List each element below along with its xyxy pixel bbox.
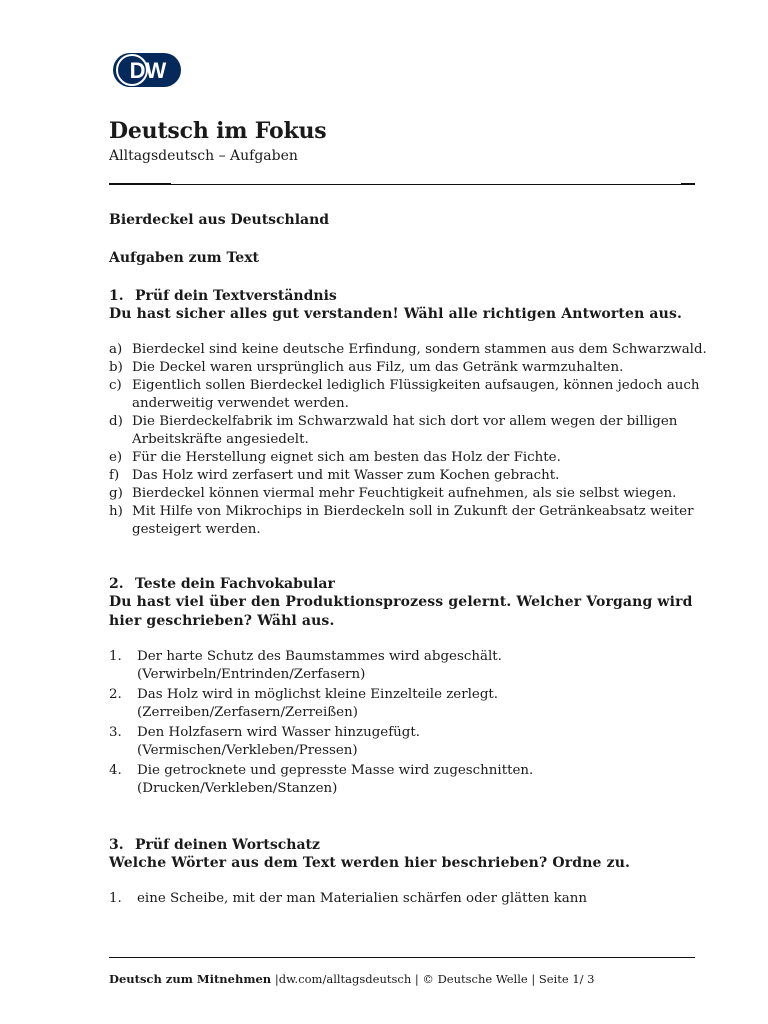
section-2-title: Teste dein Fachvokabular [135, 576, 335, 592]
section-1-title: Prüf dein Textverständnis [135, 288, 337, 304]
list-marker: a) [109, 342, 123, 357]
tasks-heading: Aufgaben zum Text [109, 250, 260, 266]
section-1-number: 1. [109, 288, 124, 304]
header-divider [109, 184, 695, 185]
list-item [109, 503, 709, 539]
section-3-list [109, 890, 709, 908]
footer-info: |dw.com/alltagsdeutsch | © Deutsche Welle | Seite 1/ 3 [271, 972, 595, 986]
list-marker: 1. [109, 891, 122, 906]
section-3-title: Prüf deinen Wortschatz [135, 837, 320, 853]
document-title: Deutsch im Fokus [109, 118, 327, 144]
section-1-instruction: Du hast sicher alles gut verstanden! Wähl alle richtigen Antworten aus. [109, 306, 683, 322]
list-item [109, 890, 709, 908]
list-item-text: Mit Hilfe von Mikrochips in Bierdeckeln soll in Zukunft der Getränkeabsatz weiter gesteigert werden. [132, 504, 694, 537]
list-item-text: Die Bierdeckelfabrik im Schwarzwald hat sich dort vor allem wegen der billigen Arbeitskräfte angesiedelt. [132, 414, 678, 447]
article-title: Bierdeckel aus Deutschland [109, 212, 330, 228]
list-item-text: Eigentlich sollen Bierdeckel lediglich Flüssigkeiten aufsaugen, können jedoch auch anderweitig verwendet werden. [132, 378, 700, 411]
list-item-options: (Verwirbeln/Entrinden/Zerfasern) [137, 667, 366, 682]
list-item [109, 648, 709, 684]
list-item-options: (Zerreiben/Zerfasern/Zerreißen) [137, 705, 358, 720]
list-item-text: Die getrocknete und gepresste Masse wird zugeschnitten. [137, 763, 534, 778]
list-item [109, 413, 709, 449]
list-marker: d) [109, 414, 123, 429]
list-item-text: Das Holz wird zerfasert und mit Wasser zum Kochen gebracht. [132, 468, 560, 483]
document-subtitle: Alltagsdeutsch – Aufgaben [109, 148, 298, 164]
list-item [109, 377, 709, 413]
list-item-text: Bierdeckel können viermal mehr Feuchtigkeit aufnehmen, als sie selbst wiegen. [132, 486, 677, 501]
list-item [109, 485, 709, 503]
list-item-text: Das Holz wird in möglichst kleine Einzelteile zerlegt. [137, 687, 499, 702]
list-item-text: Bierdeckel sind keine deutsche Erfindung, sondern stammen aus dem Schwarzwald. [132, 342, 707, 357]
list-item [109, 449, 709, 467]
list-marker: 4. [109, 763, 122, 778]
list-marker: e) [109, 450, 123, 465]
footer-divider [109, 957, 695, 958]
section-2-heading [109, 575, 709, 593]
list-item [109, 467, 709, 485]
section-3-instruction: Welche Wörter aus dem Text werden hier beschrieben? Ordne zu. [109, 855, 631, 871]
section-2-list [109, 648, 709, 798]
list-item [109, 341, 709, 359]
page-footer [109, 972, 595, 986]
list-marker: 2. [109, 687, 122, 702]
list-item-text: Die Deckel waren ursprünglich aus Filz, um das Getränk warmzuhalten. [132, 360, 624, 375]
list-item [109, 359, 709, 377]
dw-logo [112, 50, 182, 90]
dw-logo-text: DW [129, 58, 167, 83]
section-3-number: 3. [109, 837, 124, 853]
list-item-options: (Vermischen/Verkleben/Pressen) [137, 743, 358, 758]
section-2-instruction: Du hast viel über den Produktionsprozess gelernt. Welcher Vorgang wird hier geschrieben? Wähl aus. [109, 594, 693, 629]
list-item-text: Den Holzfasern wird Wasser hinzugefügt. [137, 725, 421, 740]
footer-brand: Deutsch zum Mitnehmen [109, 972, 272, 986]
list-item [109, 762, 709, 798]
list-marker: h) [109, 504, 123, 519]
list-marker: 3. [109, 725, 122, 740]
section-2-number: 2. [109, 576, 124, 592]
list-marker: b) [109, 360, 123, 375]
list-item-text: Der harte Schutz des Baumstammes wird abgeschält. [137, 649, 502, 664]
section-1-heading [109, 287, 709, 305]
list-item-text: Für die Herstellung eignet sich am besten das Holz der Fichte. [132, 450, 561, 465]
list-marker: g) [109, 486, 123, 501]
list-item [109, 724, 709, 760]
list-marker: 1. [109, 649, 122, 664]
section-1-list [109, 341, 709, 539]
section-3-heading [109, 836, 709, 854]
list-marker: f) [109, 468, 120, 483]
list-item-text: eine Scheibe, mit der man Materialien schärfen oder glätten kann [137, 891, 588, 906]
list-marker: c) [109, 378, 122, 393]
list-item [109, 686, 709, 722]
list-item-options: (Drucken/Verkleben/Stanzen) [137, 781, 338, 796]
document-body [109, 211, 709, 910]
